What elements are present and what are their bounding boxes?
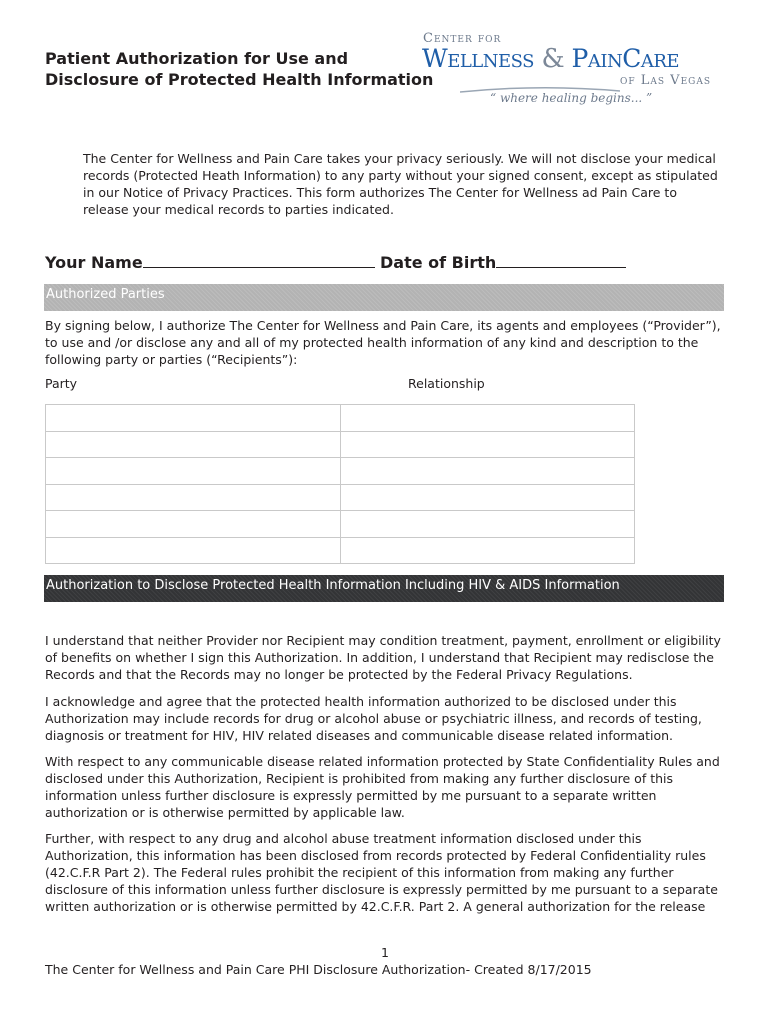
table-row — [46, 405, 635, 432]
table-row — [46, 537, 635, 564]
party-cell[interactable] — [46, 484, 341, 511]
table-row — [46, 458, 635, 485]
date-of-birth-field[interactable] — [380, 253, 626, 272]
relationship-cell[interactable] — [341, 537, 635, 564]
party-cell[interactable] — [46, 537, 341, 564]
date-of-birth-line[interactable] — [496, 253, 626, 268]
logo-ampersand: & — [541, 44, 565, 74]
logo-wordmark — [422, 44, 679, 74]
paragraph-drug-alcohol: Further, with respect to any drug and alcohol abuse treatment information disclosed under this Authorization, this information has been disclosed from records protected by Federal Confidentiality rules (42.C.F.R Part 2). The Federal rules prohibit the recipient of this information from making any further disclosure of this information unless further disclosure is expressly permitted by me pursuant to a separate written authorization or is otherwise permitted by 42.C.F.R. Part 2. A general authorization for the release — [45, 831, 718, 914]
party-cell[interactable] — [46, 431, 341, 458]
table-row — [46, 431, 635, 458]
clinic-logo — [420, 30, 720, 120]
title-line-1: Patient Authorization for Use and — [45, 49, 349, 68]
relationship-cell[interactable] — [341, 458, 635, 485]
parties-table — [45, 404, 635, 564]
your-name-line[interactable] — [143, 253, 375, 268]
hiv-aids-heading: Authorization to Disclose Protected Health Information Including HIV & AIDS Information — [44, 575, 724, 602]
logo-tagline: “ where healing begins... ” — [490, 91, 653, 105]
table-row — [46, 511, 635, 538]
relationship-cell[interactable] — [341, 431, 635, 458]
paragraph-acknowledge: I acknowledge and agree that the protected health information authorized to be disclosed under this Authorization may include records for drug or alcohol abuse or psychiatric illness, and records of testing, diagnosis or treatment for HIV, HIV related diseases and communicable disease related information. — [45, 694, 702, 743]
relationship-cell[interactable] — [341, 511, 635, 538]
relationship-cell[interactable] — [341, 405, 635, 432]
party-column-label: Party — [45, 376, 78, 391]
date-of-birth-label: Date of Birth — [380, 253, 497, 272]
page-title — [45, 48, 433, 90]
relationship-cell[interactable] — [341, 484, 635, 511]
logo-wellness: Wellness — [422, 44, 534, 73]
logo-center-for: Center for — [423, 31, 502, 46]
your-name-label: Your Name — [45, 253, 143, 272]
title-line-2: Disclosure of Protected Health Information — [45, 70, 434, 89]
footer-text: The Center for Wellness and Pain Care PHI Disclosure Authorization- Created 8/17/2015 — [45, 962, 592, 977]
party-cell[interactable] — [46, 405, 341, 432]
your-name-field[interactable] — [45, 253, 375, 272]
page-number: 1 — [381, 945, 389, 960]
logo-of-las-vegas: of Las Vegas — [620, 73, 711, 88]
authorized-parties-heading: Authorized Parties — [44, 284, 724, 311]
paragraph-conditions: I understand that neither Provider nor Recipient may condition treatment, payment, enrollment or eligibility of benefits on whether I sign this Authorization. In addition, I understand that Recipient may redisclose the Records and that the Records may no longer be protected by the Federal Privacy Regulations. — [45, 633, 721, 682]
logo-paincare: PainCare — [571, 44, 680, 73]
party-cell[interactable] — [46, 511, 341, 538]
intro-paragraph: The Center for Wellness and Pain Care takes your privacy seriously. We will not disclose your medical records (Protected Heath Information) to any party without your signed consent, except as stipulated in our Notice of Privacy Practices. This form authorizes The Center for Wellness ad Pain Care to release your medical records to parties indicated. — [83, 151, 718, 217]
authorized-parties-text: By signing below, I authorize The Center for Wellness and Pain Care, its agents and employees (“Provider”), to use and /or disclose any and all of my protected health information of any kind and description to the following party or parties (“Recipients”): — [45, 318, 721, 367]
table-row — [46, 484, 635, 511]
party-cell[interactable] — [46, 458, 341, 485]
relationship-column-label: Relationship — [408, 376, 485, 391]
paragraph-communicable-disease: With respect to any communicable disease related information protected by State Confidentiality Rules and disclosed under this Authorization, Recipient is prohibited from making any further disclosure of this information unless further disclosure is expressly permitted by me pursuant to a separate written authorization or is otherwise permitted by applicable law. — [45, 754, 720, 820]
